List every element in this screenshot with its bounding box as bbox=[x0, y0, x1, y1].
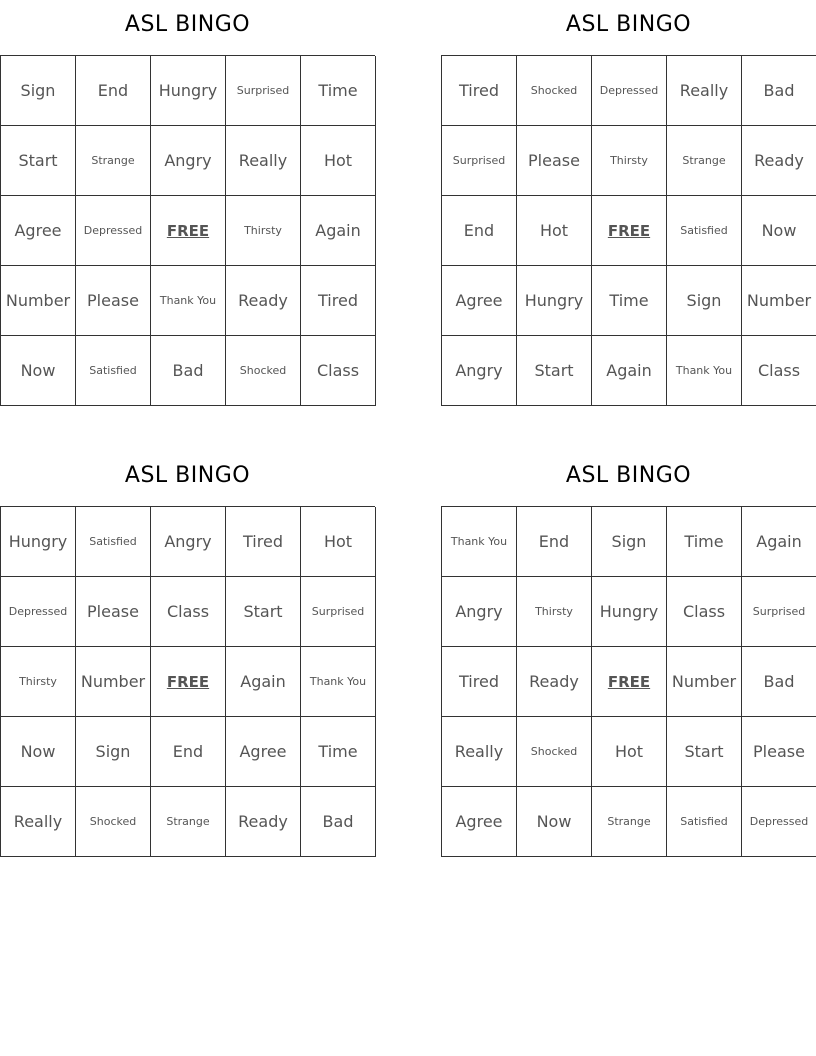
bingo-cell: Bad bbox=[151, 336, 226, 406]
bingo-cell: Number bbox=[1, 266, 76, 336]
bingo-cell: End bbox=[517, 507, 592, 577]
bingo-cell: Thank You bbox=[667, 336, 742, 406]
bingo-cell: Really bbox=[226, 126, 301, 196]
bingo-cell: FREE bbox=[592, 647, 667, 717]
bingo-cell: Thirsty bbox=[1, 647, 76, 717]
bingo-cell: Angry bbox=[151, 126, 226, 196]
bingo-cell: Agree bbox=[1, 196, 76, 266]
bingo-cell: Again bbox=[301, 196, 376, 266]
bingo-cell: Really bbox=[667, 56, 742, 126]
bingo-cell: Time bbox=[592, 266, 667, 336]
bingo-cell: Now bbox=[517, 787, 592, 857]
bingo-grid bbox=[441, 55, 816, 406]
bingo-cell: Thirsty bbox=[592, 126, 667, 196]
bingo-cell: Really bbox=[1, 787, 76, 857]
bingo-cell: Sign bbox=[667, 266, 742, 336]
bingo-cell: FREE bbox=[151, 647, 226, 717]
bingo-grid bbox=[0, 506, 375, 857]
bingo-cell: Please bbox=[76, 266, 151, 336]
bingo-cell: Strange bbox=[151, 787, 226, 857]
bingo-cell: Tired bbox=[442, 647, 517, 717]
bingo-cell: Surprised bbox=[301, 577, 376, 647]
bingo-cell: Please bbox=[742, 717, 816, 787]
bingo-cell: Number bbox=[742, 266, 816, 336]
bingo-cell: Again bbox=[742, 507, 816, 577]
bingo-cell: FREE bbox=[592, 196, 667, 266]
bingo-cell: Hot bbox=[517, 196, 592, 266]
bingo-cell: Ready bbox=[517, 647, 592, 717]
bingo-cell: Agree bbox=[442, 266, 517, 336]
bingo-cell: Tired bbox=[301, 266, 376, 336]
bingo-cell: FREE bbox=[151, 196, 226, 266]
bingo-cell: Now bbox=[1, 336, 76, 406]
card-title: ASL BINGO bbox=[124, 463, 251, 488]
bingo-cell: Start bbox=[667, 717, 742, 787]
card-title: ASL BINGO bbox=[565, 463, 692, 488]
bingo-cell: Depressed bbox=[76, 196, 151, 266]
bingo-cell: Bad bbox=[301, 787, 376, 857]
bingo-cell: Strange bbox=[667, 126, 742, 196]
bingo-cell: Depressed bbox=[742, 787, 816, 857]
bingo-cell: Time bbox=[301, 56, 376, 126]
bingo-cell: Start bbox=[1, 126, 76, 196]
bingo-cell: Now bbox=[742, 196, 816, 266]
bingo-cell: Ready bbox=[226, 266, 301, 336]
bingo-cell: End bbox=[151, 717, 226, 787]
bingo-cell: Strange bbox=[592, 787, 667, 857]
bingo-cell: Tired bbox=[442, 56, 517, 126]
bingo-cell: Angry bbox=[151, 507, 226, 577]
bingo-cell: Sign bbox=[1, 56, 76, 126]
bingo-cell: Again bbox=[226, 647, 301, 717]
bingo-cell: Hot bbox=[301, 126, 376, 196]
card-title: ASL BINGO bbox=[124, 12, 251, 37]
card-title: ASL BINGO bbox=[565, 12, 692, 37]
bingo-cell: Thirsty bbox=[517, 577, 592, 647]
bingo-cell: Satisfied bbox=[667, 787, 742, 857]
bingo-cell: End bbox=[442, 196, 517, 266]
bingo-cell: Hot bbox=[592, 717, 667, 787]
bingo-cell: Class bbox=[667, 577, 742, 647]
bingo-cell: Satisfied bbox=[76, 507, 151, 577]
bingo-cell: Hot bbox=[301, 507, 376, 577]
bingo-cell: Strange bbox=[76, 126, 151, 196]
bingo-cell: Surprised bbox=[226, 56, 301, 126]
bingo-cell: Hungry bbox=[151, 56, 226, 126]
bingo-cell: Please bbox=[76, 577, 151, 647]
bingo-cell: Shocked bbox=[76, 787, 151, 857]
bingo-cell: Bad bbox=[742, 647, 816, 717]
bingo-cell: Hungry bbox=[1, 507, 76, 577]
bingo-cell: Thank You bbox=[151, 266, 226, 336]
bingo-cell: Time bbox=[667, 507, 742, 577]
bingo-cell: Satisfied bbox=[667, 196, 742, 266]
bingo-cell: Class bbox=[742, 336, 816, 406]
bingo-cell: Class bbox=[301, 336, 376, 406]
bingo-cell: Number bbox=[667, 647, 742, 717]
bingo-cell: Angry bbox=[442, 336, 517, 406]
bingo-cell: Agree bbox=[226, 717, 301, 787]
bingo-cell: Thank You bbox=[442, 507, 517, 577]
bingo-cell: Ready bbox=[742, 126, 816, 196]
bingo-grid bbox=[0, 55, 375, 406]
bingo-cell: Thirsty bbox=[226, 196, 301, 266]
bingo-cell: Again bbox=[592, 336, 667, 406]
bingo-cell: Really bbox=[442, 717, 517, 787]
bingo-cell: Agree bbox=[442, 787, 517, 857]
bingo-cell: Sign bbox=[76, 717, 151, 787]
bingo-cell: Bad bbox=[742, 56, 816, 126]
bingo-cell: Time bbox=[301, 717, 376, 787]
bingo-cell: Start bbox=[226, 577, 301, 647]
bingo-grid bbox=[441, 506, 816, 857]
bingo-cell: Ready bbox=[226, 787, 301, 857]
bingo-cell: Shocked bbox=[517, 717, 592, 787]
bingo-cell: Surprised bbox=[442, 126, 517, 196]
bingo-cell: Sign bbox=[592, 507, 667, 577]
bingo-cell: Start bbox=[517, 336, 592, 406]
bingo-cell: Now bbox=[1, 717, 76, 787]
bingo-cell: Depressed bbox=[1, 577, 76, 647]
bingo-cell: Hungry bbox=[517, 266, 592, 336]
bingo-cell: Thank You bbox=[301, 647, 376, 717]
bingo-cell: Angry bbox=[442, 577, 517, 647]
bingo-cell: Depressed bbox=[592, 56, 667, 126]
bingo-cell: Number bbox=[76, 647, 151, 717]
bingo-cell: Satisfied bbox=[76, 336, 151, 406]
bingo-cell: Surprised bbox=[742, 577, 816, 647]
bingo-cell: Tired bbox=[226, 507, 301, 577]
bingo-cell: Hungry bbox=[592, 577, 667, 647]
bingo-cell: End bbox=[76, 56, 151, 126]
bingo-cell: Shocked bbox=[517, 56, 592, 126]
bingo-cell: Please bbox=[517, 126, 592, 196]
bingo-cell: Shocked bbox=[226, 336, 301, 406]
bingo-cell: Class bbox=[151, 577, 226, 647]
